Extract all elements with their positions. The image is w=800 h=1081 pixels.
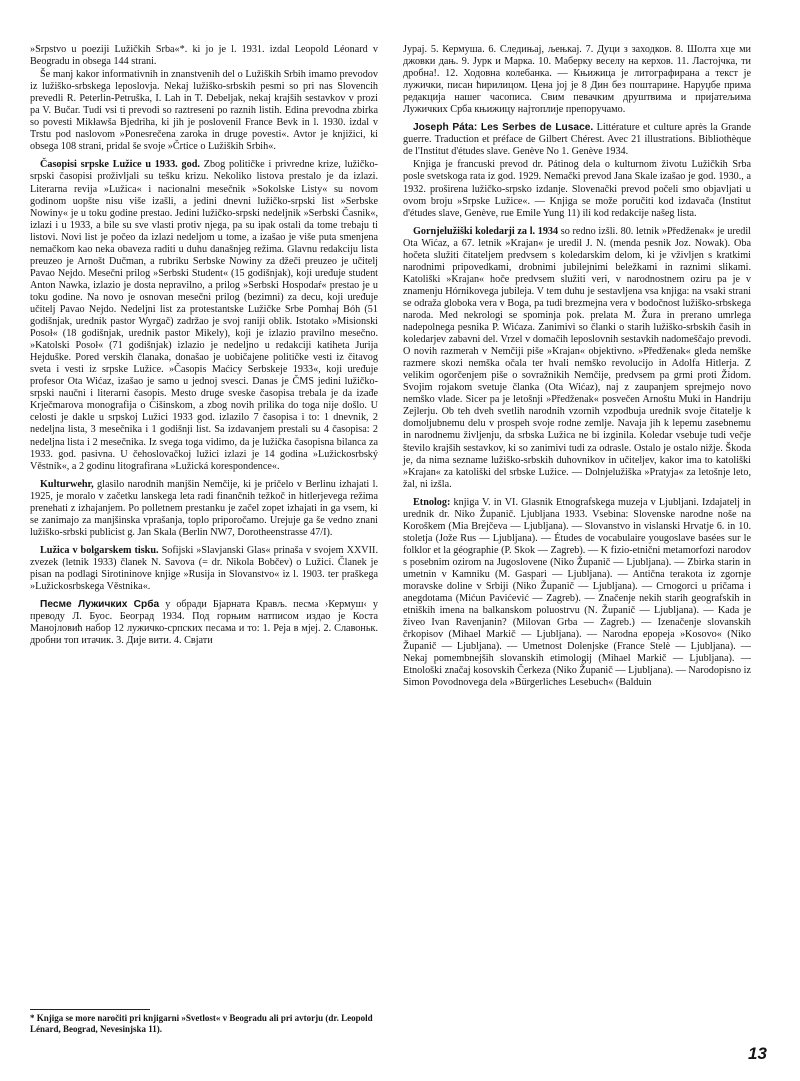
article-body: knjiga V. in VI. Glasnik Etnografskega muzeja v Ljubljani. Izdajatelj in urednik dr. Niko Županič. Ljubljana 1933. Vsebina: Slovenske narodne noše na Koroškem (Mia Brejčeva — Ljubljana). — Slovanstvo in vislanski Hrvatje 6. in 10. stoletja (Jože Rus — Ljubljana). — Études de vocabulaire yougoslave basées sur le folklor et la géographie (P. Skok — Zagreb). — K fizio-etnični metamorfozi narodov s posebnim ozirom na Jugoslovene (Niko Županič — Ljubljana). — Zbirka starin in umetnin v Kamniku (M. Gaspari — Ljubljana). — Antična terakota iz zgornje moravske doline v Srbiji (Niko Županič — Ljubljana). — Crnogorci u pričama i anegdotama (Mićun Pavićević — Zagreb). — Značenje nekih starih geografskih in etniških imena na balkanskom poluostrvu (N. Županič — Ljubljana). — Kada je živeo Ivan Ravenjanin? (Milovan Grba — Zagreb.) — Izenačenje slovanskih črkopisov (Mihael Markič — Ljubljana). — Narodna epopeja »Kosovo« (Niko Županič — Ljubljana). — Umetnost Dolenjske (France Stelè — Ljubljana). — Nekaj pomembnejših slovanskih etimologij (Mihael Markič — Ljubljana). — Etnološki značaj kosovskih Čerkezа (Niko Županič — Ljubljana). — Narodopisno iz Simon Povodnovega dela »Bürgerliches Lesebuch« (Balduin [403, 496, 751, 689]
paragraph-pata-review: Knjiga je francuski prevod dr. Pátinog dela o kulturnom životu Lužičkih Srba posle svetskoga rata iz god. 1929. Nemački prevod Jana Skale izašao je god. 1930., a 1932. proširena lužičko-srpsko izdanje. Slovenački prevod počeli smo objavljati u ovom broju »Srpske Lužice«. — Knjiga se može poručiti kod izdavača (Institut d'études slave, Genève, rue Emile Yung 11) ili kod redakcije našeg lista. [403, 159, 751, 219]
paragraph-translations: Še manj kakor informativnih in znanstvenih del o Lužiških Srbih imamo prevodov iz lužiško-srbskega leposlovja. Nekaj lužiško-srbskih pesmi so pri nas Slovencih prevedli R. Peterlin-Petruška, I. Lah in T. Debeljak, nekaj krajših sestavkov v prozi pa V. Bučar. Tudi vsi ti prevodi so raztreseni po raznih listih. Edina prevodna zbirka so povesti Mikławša Bjedriha, ki jih je poslovenil France Bevk in l. 1930. izdal v Trstu pod naslovom »Ponesrečena zaroka in druge povesti«. Avtor je knjižici, ki obsega 108 strani, pridal še svoje »Črtice o Lužiških Srbih«. [30, 69, 378, 153]
article-heading: Časopisi srpske Lužice u 1933. god. [40, 159, 200, 171]
article-casopisi [30, 159, 378, 472]
article-heading: Песме Лужичких Срба [40, 599, 160, 611]
article-body: Zbog političke i privredne krize, lužičko-srpski časopisi proživljali su tešku krizu. Nekoliko listova prestalo je da izlazi. Literarna revija »Lužica« i nacionalni mesečnik »Sokolske Listy« su novom godinom uopšte nisu više izašli, a jedini dnevni lužičko-srpski list »Serbske Nowiny« je u toku godine prestao. Jedini lužičko-srpski nedeljnik »Serbski Časnik«, izlazi i u 1933, a bile su sve vlasti protiv njega, pa su ipak ostali da tome trebaju ti listovi. Novi list je počeo da izlazi nedeljom u tome, a izašao je više puta smenjena nemačkom kao neka obaveza raditi u duhu današnjeg režima. Glavnu redakciju lista preuzeo je Arnošt Dučman, a rubriku Serbske Nowiny za džeči preuzeo je učitelj Pavao Nejdo. Mesečni prilog »Serbski Student« (15 godišnjak), koji uređuje student Anton Nawka, izlazio je dosta nepravilno, a prilog »Serbski Hospodaŕ« prestao je u toku godine. Na novo je osnovan mesečni prilog (bezimni) za decu, koji uređuje učitelj Pavao Nejdo. Nedeljni list za protestantske Lužičke Srbe Pomhaj Bóh (51 godišnjak, urednik pastor Wyrgač) zadržao je svoj raniji oblik. Istotako »Misionski Posoł« (18 godišnjak, urednik pastor Mikely), koji je izlazio pravilno mesečno. »Katolski Posoł« (71 godišnjak) izlazio je nedeljno u redakciji katiheta Jurija Hejduške. Pored verskih članaka, donašao je uobičajene političke vesti iz čitavog sveta i vesti iz srpske Lužice. »Časopis Maćicy Serbskeje 1933«, koji uređuje profesor Ota Wićaz, izašao je samo u jednoj svesci. Danas je ČMS jedini lužičko-srpski naučni i literarni časopis. Mesto druge sveske časopisa trebala je da izađe Krječmarova monografija o Ćišinskom, a zbog novih prilika do toga nije došlo. U celosti je dakle u srpskoj Lužici 1933 god. izlazilo 7 časopisa i to: 1 dnevnik, 2 nedeljna lista, 3 mesečnika i 1 godišnji list. Sa izdavanjem prestali su 4 časopisa: 2 nedeljna lista i 2 mesečnika. Iz svega toga vidimo, da je lužička časopisna bilanca za 1933. god. pasivna. U čehoslovačkoj lužici izlazi je 14 godina »Lužickosrbský Věstník«, a 2 godinu litografirana »Lužická korespondence«. [30, 159, 378, 472]
footnote: * Knjiga se more naročiti pri knjigarni »Svetlost« v Beogradu ali pri avtorju (dr. Leopold Lénard, Beograd, Nevesinjska 11). [30, 1013, 373, 1034]
article-heading: Etnolog: [413, 496, 451, 508]
paragraph-srpstvo: »Srpstvo u poeziji Lužičkih Srba«*. ki jo je l. 1931. izdal Leopold Léonard v Beogradu in obsega 144 strani. [30, 44, 378, 68]
article-body: so redno izšli. 80. letnik »Předženak« je uredil Ota Wićaz, a 67. letnik »Krajan« je uredil J. N. (menda pesnik Joz. Nowak). Oba hočeta služiti čitateljem predvsem s koledarskim delom, ki je vživljen s kratkimi narodnimi pripovedkami, drobnimi jubilejnimi beležkami in raznimi slikami. Katoliški »Krajan« hoče predvsem služiti veri, v narodnostnem oziru pa je v znamenju Hórnikovega jubileja. V tem duhu je sestavljena vsa knjiga: na vsaki strani se odraža globoka vera v Boga, pa tudi brezmejna vera v bodočnost lužiško-srbskega naroda. Med nekrologi se spominja pok. prelata M. Žura in prerano umrlega nadepolnega pesnika P. Wićaza. Zanimivi so članki o starih lužiško-srbskih časih in koledarjev zabavni del. Vrzel v domačih leposlovnih sestavkih nadomeščajo prevodi. O novih razmerah v Nemčiji piše »Krajan« objektivno. »Předženak« gleda nemške razmere skozi nemška očala ter hvali nemško revolucijo in Adolfa Hitlerja. Z velikim ogorčenjem piše o sovražnikih Nemčije, predvsem pa grmi proti Židom. Svojim rojakom svetuje članka (Ota Wićaz), naj z zaupanjem sprejmejo novo nemško vlade. Sicer pa je letošnji »Předženak« posvečen Arnoštu Muki in Handriju Zejlerju. Ob teh dveh svetlih narodnih vzornih vzpodbuja urednik svoje čitatelje k domoljubnemu delu v prospeh svoje rodne zemlje. Navaja jih k lepemu zasebnemu in narodnemu življenju, da srbska Lužica ne bi izginila. Koledar vsebuje tudi večje število krajših sestavkov, ki so zanimivi tudi za odrasle. Ostalo je ostalo nižje. Škoda je, da nima sezname lužiško-srbskih duhovnikov in učiteljev, kakor ima to katoliški »Krajan« za katoliški del srbske Lužice. — Dolnjelužiška »Pratyja« za letošnje leto, žal, ni izšla. [403, 225, 751, 490]
article-body: Sofijski »Slavjanski Glas« prinaša v svojem XXVII. zvezek (letnik 1933) članek N. Savova (= dr. Nikola Bobčev) o Lužici. Članek je pisan na podlagi Sirotininove knjige »Rusija in Slovanstvo« iz l. 1903. ter praškega »Lužickosrbskega Věstnika«. [30, 544, 378, 593]
article-heading: Kulturwehr, [40, 478, 94, 490]
article-body: glasilo narodnih manjšin Nemčije, ki je pričelo v Berlinu izhajati l. 1925, je moralo v začetku lanskega leta radi finančnih težkoč in hitlerjevega režima prenehati z izhajanjem. Po polletnem prestanku je začel zopet izhajati in ga vsem, ki se zanimajo za manjšinska vprašanja, toplo priporočamo. Urejuje ga še vedno znani lužiško-srbski publicist g. Jan Skala (Berlin NW7, Dorotheenstrasse 47/I). [30, 478, 378, 538]
article-body: у обради Бјарната Крављ. песма ›Кермуш‹ у преводу Л. Буос. Београд 1934. Под горњим натписом издао је Коста Манојловић набор 12 лужичко-српских песама и то: 1. Реја в мјеј. 2. Славоньк. дробни топ итачик. 3. Дије вити. 4. Свјати [30, 599, 378, 647]
article-koledarji [403, 226, 751, 491]
article-heading: Joseph Páta: Les Serbes de Lusace. [413, 122, 594, 134]
page-number: 13 [748, 1044, 767, 1063]
article-pesme [30, 599, 378, 647]
article-heading: Gornjelužiški koledarji za l. 1934 [413, 225, 559, 237]
article-body: Littérature et culture après la Grande guerre. Traduction et préface de Gilbert Chérest. Avec 21 illustrations. Bibliothèque de l'Institut d'études slave. Genève No 1. Genève 1934. [403, 122, 752, 158]
article-kulturwehr [30, 479, 378, 539]
article-heading: Lužica v bolgarskem tisku. [40, 544, 159, 556]
article-etnolog [403, 497, 751, 690]
left-column [30, 44, 378, 648]
paragraph-pesme-continued: Јурај. 5. Кермуша. 6. Следињај, љењкај. 7. Дуци з заходков. 8. Шолта хце ми джовки дањ. 9. Јурк и Марка. 10. Маберку веселу на керхов. 11. Ластојчка, ти дробна!. 12. Ходовна колебанка. — Књижица је литографирана а текст је лужички, писан ћирилицом. Цена јој је 8 Дин без поштарине. Наруџбе прима редакција нашег часописа. Свим певачким друштвима и пријатељима Лужичких Срба књижицу најтоплије препоручамо. [403, 44, 751, 116]
article-bolgarski-tisk [30, 545, 378, 593]
right-column [403, 44, 751, 690]
article-pata [403, 122, 751, 158]
footnote-rule [30, 1009, 150, 1010]
